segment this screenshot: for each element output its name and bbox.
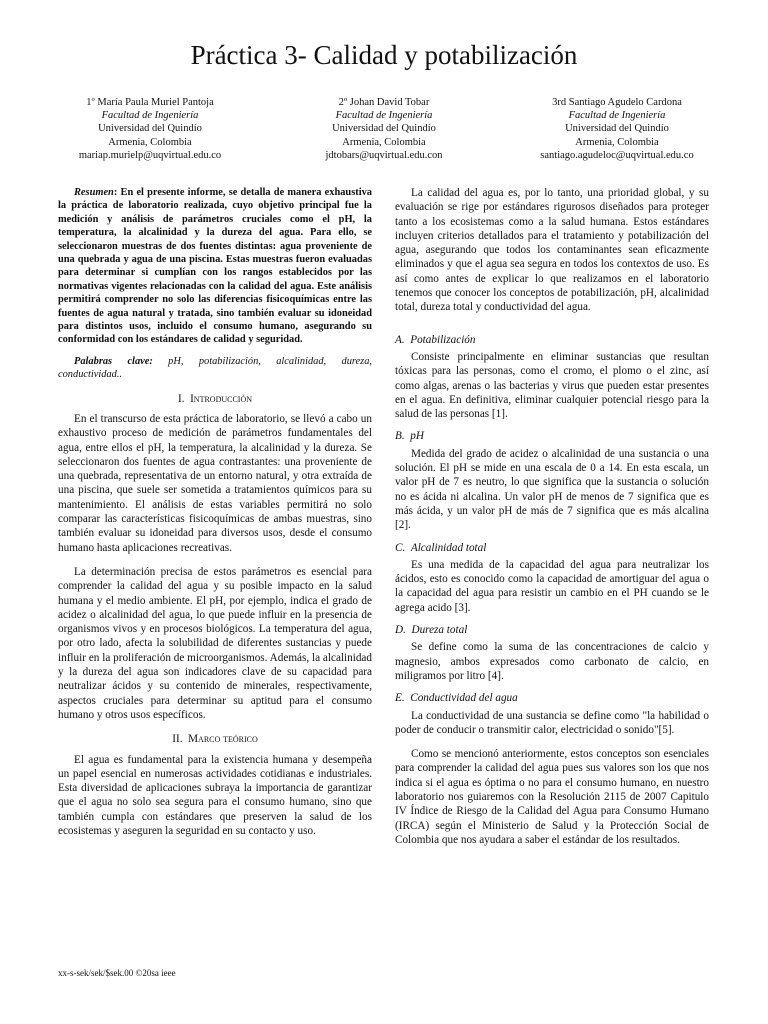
paragraph: El agua es fundamental para la existencia humana y desempeña un papel esencial en numerosas actividades cotidianas e industriales. Esta diversidad de aplicaciones subraya la importancia de garantizar que el agua no solo sea segura para el consumo humano, sino que también cumpla con estándares que preserven la salud de los ecosistemas y aseguren la seguridad en su contacto y uso. (58, 753, 372, 837)
author-2 (259, 96, 509, 162)
paper-title: Práctica 3- Calidad y potabilización (190, 40, 578, 70)
paragraph: La determinación precisa de estos parámetros es esencial para comprender la calidad del agua y su posible impacto en la salud humana y el medio ambiente. El pH, por ejemplo, indica el grado de acidez o alcalinidad del agua, lo que puede influir en la presencia de organismos vivos y en procesos biológicos. La temperatura del agua, por otro lado, afecta la solubilidad de diferentes sustancias y puede influir en la proliferación de microorganismos. Además, la alcalinidad y la dureza del agua son indicadores clave de su capacidad para neutralizar ácidos y su contenido de minerales, respectivamente, aspectos cruciales para determinar su aptitud para el consumo humano y otros usos específicos. (58, 565, 372, 721)
paragraph: Se define como la suma de las concentraciones de calcio y magnesio, ambos expresados como carbonato de calcio, en miligramos por litro [4]. (395, 641, 709, 682)
paragraph: Consiste principalmente en eliminar sustancias que resultan tóxicas para las personas, como el cromo, el plomo o el zinc, así como algas, arenas o las bacterias y virus que pueden estar presentes en el agua. En definitiva, eliminar cualquier potencial riesgo para la salud de las personas [1]. (395, 350, 709, 421)
author-email: jdtobars@uqvirtual.edu.con (325, 149, 443, 161)
section-title: Introducción (190, 392, 253, 405)
right-column (395, 186, 709, 847)
paragraph: En el transcurso de esta práctica de laboratorio, se llevó a cabo un exhaustivo proceso de medición de parámetros fundamentales del agua, entre ellos el pH, la temperatura, la alcalinidad y la dureza. Se seleccionaron dos fuentes de agua contrastantes: una proveniente de una quebrada, representativa de un entorno natural, y otra extraída de una piscina, que suele ser sometida a tratamientos químicos para su mantenimiento. El análisis de estas variables permitirá no solo comparar las características fisicoquímicas de ambas muestras, sino también evaluar su idoneidad para diversos usos, desde el consumo humano hasta aplicaciones recreativas. (58, 412, 372, 554)
author-location: Armenia, Colombia (342, 136, 426, 148)
keywords (58, 355, 372, 382)
paragraph: Como se mencionó anteriormente, estos conceptos son esenciales para comprender la calidad del agua pues sus valores son los que nos indica si el agua es óptima o no para el consumo humano, en nuestro laboratorio nos guiaremos con la Resolución 2115 de 2007 Capitulo IV Índice de Riesgo de la Calidad del Agua para Consumo Humano (IRCA) según el Ministerio de Salud y la Protección Social de Colombia que nos ayudara a saber el estándar de los resultados. (395, 748, 709, 846)
author-1 (25, 96, 275, 162)
abstract-text: : En el presente informe, se detalla de manera exhaustiva la práctica de laboratorio realizada, cuyo objetivo principal fue la medición y análisis de parámetros cruciales como el pH, la temperatura, la alcalinidad y la dureza del agua. Para ello, se seleccionaron muestras de dos fuentes distintas: agua proveniente de una quebrada y agua de una piscina. Estas muestras fueron evaluadas para determinar si cumplían con los rangos establecidos por las normativas vigentes relacionadas con la calidad del agua. Este análisis permitirá comprender no solo las diferencias fisicoquímicas entre las fuentes de agua natural y tratada, sino también evaluar su idoneidad para distintos usos, incluido el consumo humano, asegurando su conformidad con los estándares de calidad y seguridad. (58, 187, 372, 346)
section-heading-intro (58, 392, 372, 406)
author-location: Armenia, Colombia (108, 136, 192, 148)
keywords-label: Palabras clave: (74, 355, 153, 367)
subsection-heading-d (395, 623, 709, 637)
author-name: 2º Johan David Tobar (338, 97, 430, 108)
subsection-heading-e (395, 691, 709, 705)
paragraph: Medida del grado de acidez o alcalinidad de una sustancia o una solución. El pH se mide en una escala de 0 a 14. En esta escala, un valor pH de 7 es neutro, lo que significa que la sustancia o solución no es ácida ni alcalina. Un valor pH de menos de 7 significa que es más ácida, y un valor pH de más de 7 significa que es más alcalina [2]. (395, 447, 709, 532)
subsection-title: Dureza total (411, 624, 468, 637)
subsection-label: C. (395, 541, 406, 554)
abstract-label: Resumen (74, 187, 114, 198)
author-faculty: Facultad de Ingeniería (568, 110, 666, 122)
keywords-text: pH, potabilización, alcalinidad, dureza, conductividad.. (58, 355, 372, 381)
subsection-title: Potabilización (410, 333, 476, 346)
page-footer: xx-s-sek/sek/$sek.00 ©20sa ieee (58, 968, 176, 978)
author-location: Armenia, Colombia (575, 136, 659, 148)
author-name: 1º María Paula Muriel Pantoja (86, 97, 214, 108)
subsection-heading-c (395, 541, 709, 555)
subsection-label: A. (395, 333, 405, 346)
left-column (58, 186, 372, 838)
abstract (58, 186, 372, 347)
author-3 (492, 96, 742, 162)
author-name: 3rd Santiago Agudelo Cardona (552, 97, 682, 108)
author-faculty: Facultad de Ingeniería (101, 110, 199, 122)
subsection-heading-a (395, 333, 709, 347)
subsection-heading-b (395, 429, 709, 443)
section-title: Marco teórico (188, 733, 258, 746)
author-university: Universidad del Quindío (98, 123, 202, 135)
subsection-title: Conductividad del agua (410, 692, 518, 705)
subsection-title: Alcalinidad total (410, 541, 487, 554)
author-email: mariap.murielp@uqvirtual.edu.co (78, 149, 222, 161)
paragraph: La calidad del agua es, por lo tanto, una prioridad global, y su evaluación se rige por estándares rigurosos diseñados para proteger tanto a los ecosistemas como a la salud humana. Estos estándares incluyen criterios detallados para el tratamiento y potabilización del agua, asegurando que todos los contaminantes sean eficazmente eliminados y que el agua sea segura en todos los contextos de uso. Es así como antes de explicar lo que realizamos en el laboratorio tenemos que conocer los conceptos de potabilización, pH, alcalinidad total, dureza total y conductividad del agua. (395, 187, 709, 314)
subsection-title: pH (410, 430, 424, 443)
subsection-label: E. (395, 692, 405, 705)
section-number: I. (177, 392, 185, 405)
author-email: santiago.agudeloc@uqvirtual.edu.co (540, 149, 694, 161)
author-university: Universidad del Quindío (332, 123, 436, 135)
section-number: II. (172, 733, 183, 746)
section-heading-marco (58, 732, 372, 746)
author-faculty: Facultad de Ingeniería (335, 110, 433, 122)
author-university: Universidad del Quindío (565, 123, 669, 135)
subsection-label: B. (395, 430, 405, 443)
paragraph: Es una medida de la capacidad del agua para neutralizar los ácidos, esto es conocido como la capacidad de amortiguar del agua o la capacidad del agua para resistir un cambio en el PH cuando se le agrega acido [3]. (395, 558, 709, 614)
paragraph: La conductividad de una sustancia se define como "la habilidad o poder de conducir o transmitir calor, electricidad o sonido"[5]. (395, 709, 709, 736)
subsection-label: D. (395, 624, 406, 637)
